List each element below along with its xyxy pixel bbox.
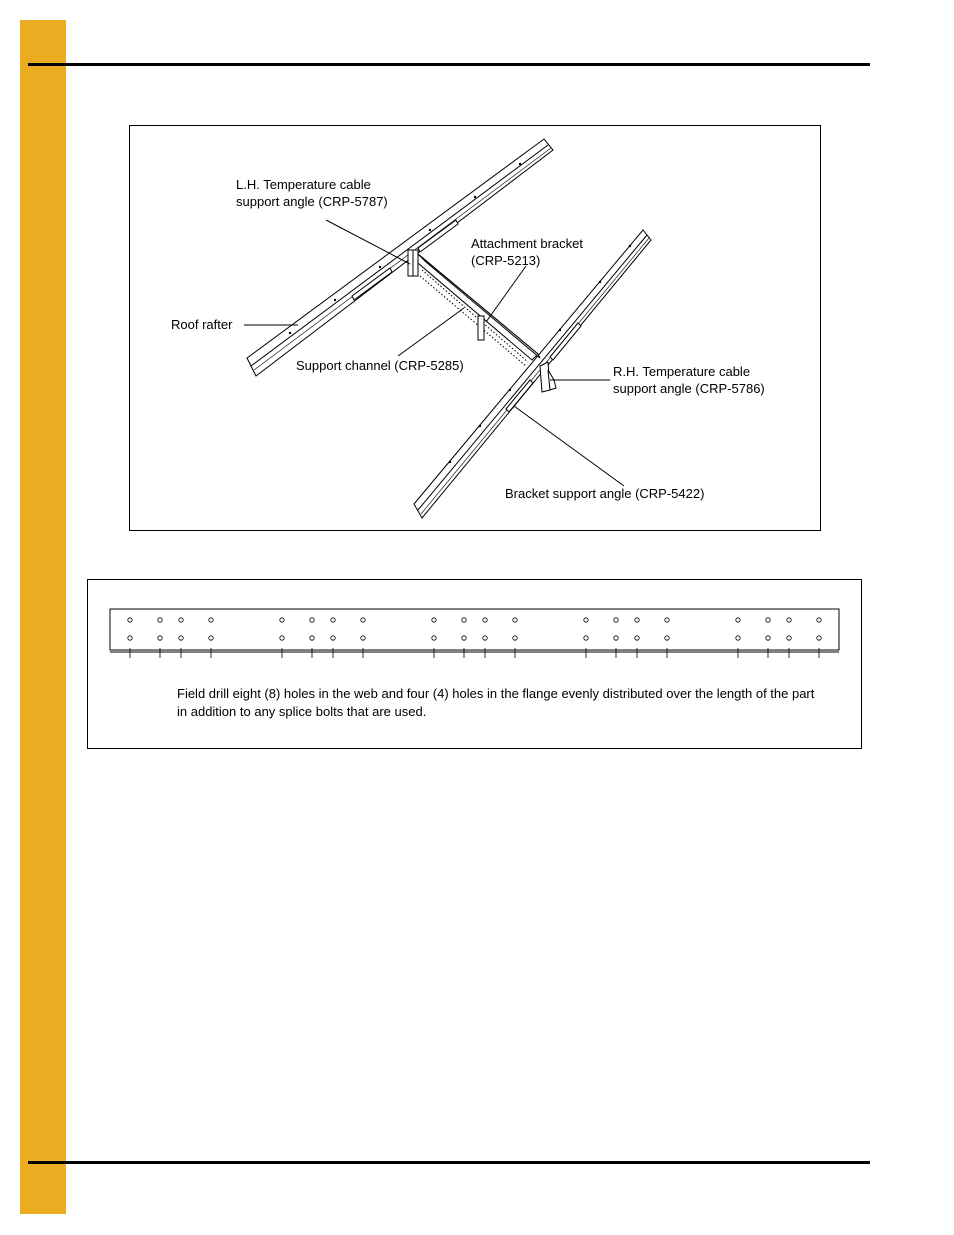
drill-hole xyxy=(665,618,669,622)
lh-angle-callout xyxy=(236,176,388,210)
drill-hole xyxy=(614,618,618,622)
drill-hole xyxy=(736,618,740,622)
drill-hole xyxy=(817,636,821,640)
drill-hole xyxy=(513,636,517,640)
attachment-bracket-line2: (CRP-5213) xyxy=(471,253,541,268)
drill-hole xyxy=(462,618,466,622)
support-channel-callout: Support channel (CRP-5285) xyxy=(296,358,464,373)
drill-hole xyxy=(584,636,588,640)
drill-hole xyxy=(483,618,487,622)
drill-hole xyxy=(179,636,183,640)
rh-angle-line2: support angle (CRP-5786) xyxy=(613,381,765,396)
bracket-support-callout: Bracket support angle (CRP-5422) xyxy=(505,486,705,501)
drill-hole xyxy=(462,636,466,640)
rh-angle-callout xyxy=(613,363,765,397)
roof-rafter-callout: Roof rafter xyxy=(171,317,233,332)
attachment-bracket-callout xyxy=(471,235,583,269)
drill-hole xyxy=(158,636,162,640)
field-drill-note: Field drill eight (8) holes in the web and four (4) holes in the flange evenly distributed over the length of the part in addition to any splice bolts that are used. xyxy=(177,686,815,719)
drill-hole xyxy=(787,618,791,622)
lh-angle-line1: L.H. Temperature cable xyxy=(236,177,371,192)
drill-hole xyxy=(513,618,517,622)
rh-angle-line1: R.H. Temperature cable xyxy=(613,364,751,379)
drill-hole xyxy=(432,618,436,622)
lh-angle-line2: support angle (CRP-5787) xyxy=(236,194,388,209)
drill-hole xyxy=(128,618,132,622)
drill-hole xyxy=(736,636,740,640)
drill-hole xyxy=(483,636,487,640)
drill-hole xyxy=(635,636,639,640)
drill-hole xyxy=(128,636,132,640)
hole-pattern-drawing xyxy=(88,580,861,680)
assembly-drawing xyxy=(130,126,820,530)
drill-hole xyxy=(635,618,639,622)
drill-hole xyxy=(331,636,335,640)
drill-hole xyxy=(280,618,284,622)
drill-hole xyxy=(209,618,213,622)
drill-hole xyxy=(817,618,821,622)
hole-pattern-figure xyxy=(87,579,862,749)
drill-hole xyxy=(331,618,335,622)
drill-hole xyxy=(361,636,365,640)
drill-hole xyxy=(787,636,791,640)
header-rule xyxy=(28,63,870,66)
drill-hole xyxy=(310,618,314,622)
drill-hole xyxy=(361,618,365,622)
drill-hole xyxy=(179,618,183,622)
assembly-figure xyxy=(129,125,821,531)
drill-hole xyxy=(766,618,770,622)
side-color-bar xyxy=(20,20,66,1214)
drill-hole xyxy=(665,636,669,640)
drill-hole xyxy=(614,636,618,640)
drill-hole xyxy=(280,636,284,640)
drill-hole xyxy=(209,636,213,640)
drill-hole xyxy=(158,618,162,622)
attachment-bracket-line1: Attachment bracket xyxy=(471,236,583,251)
drill-hole xyxy=(432,636,436,640)
drill-hole xyxy=(310,636,314,640)
footer-rule xyxy=(28,1161,870,1164)
drill-hole xyxy=(584,618,588,622)
drill-hole xyxy=(766,636,770,640)
